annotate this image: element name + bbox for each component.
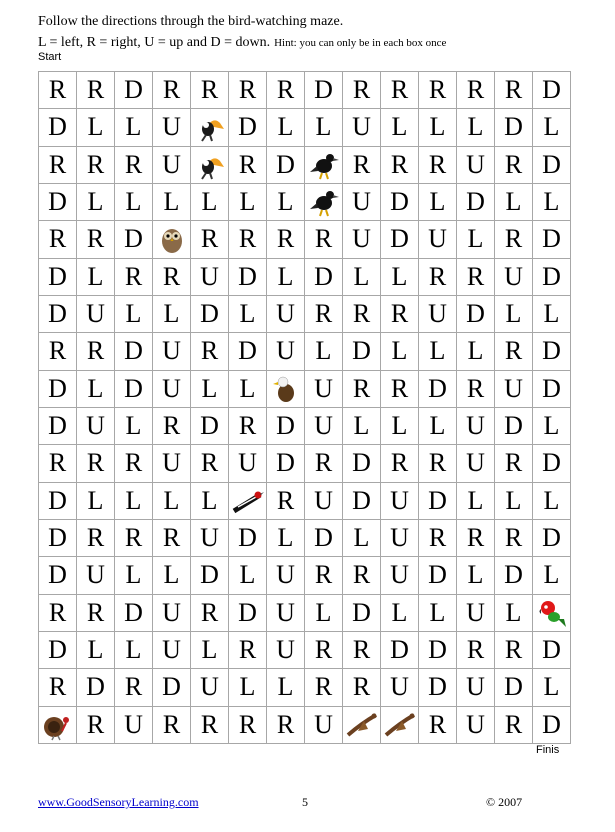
maze-cell: L <box>229 296 267 333</box>
maze-cell: L <box>533 408 571 445</box>
maze-cell: U <box>267 333 305 370</box>
maze-cell: L <box>229 371 267 408</box>
maze-cell: D <box>39 557 77 594</box>
maze-cell: U <box>267 557 305 594</box>
maze-cell: R <box>115 259 153 296</box>
turkey-icon <box>42 709 74 741</box>
maze-cell: D <box>305 520 343 557</box>
maze-cell: L <box>267 669 305 706</box>
maze-cell: L <box>381 333 419 370</box>
maze-cell: L <box>533 483 571 520</box>
maze-cell: R <box>495 333 533 370</box>
maze-cell: R <box>77 147 115 184</box>
maze-cell: R <box>495 632 533 669</box>
maze-cell: D <box>419 669 457 706</box>
maze-cell: L <box>495 296 533 333</box>
maze-cell: R <box>39 147 77 184</box>
maze-cell: L <box>115 483 153 520</box>
maze-cell: R <box>495 221 533 258</box>
maze-cell: D <box>229 259 267 296</box>
maze-cell-bird <box>305 184 343 221</box>
maze-cell: U <box>381 483 419 520</box>
hawk-icon <box>346 709 378 741</box>
maze-cell: R <box>229 72 267 109</box>
maze-cell: R <box>77 333 115 370</box>
maze-cell: D <box>343 483 381 520</box>
maze-cell: D <box>305 72 343 109</box>
maze-cell: U <box>381 520 419 557</box>
maze-cell: R <box>39 221 77 258</box>
maze-cell: L <box>343 408 381 445</box>
start-label: Start <box>38 51 62 63</box>
maze-cell: L <box>77 109 115 146</box>
maze-cell: U <box>153 147 191 184</box>
maze-cell: L <box>77 371 115 408</box>
maze-cell: D <box>39 408 77 445</box>
maze-cell: U <box>191 520 229 557</box>
toucan-icon <box>194 111 226 143</box>
maze-cell: R <box>457 72 495 109</box>
maze-cell: D <box>419 483 457 520</box>
maze-cell: L <box>533 184 571 221</box>
maze-cell: L <box>115 632 153 669</box>
maze-cell: R <box>343 632 381 669</box>
maze-cell: D <box>343 445 381 482</box>
maze-cell: L <box>229 184 267 221</box>
hawk-icon <box>384 709 416 741</box>
maze-cell: D <box>533 72 571 109</box>
maze-cell-bird <box>343 707 381 744</box>
maze-cell: U <box>229 445 267 482</box>
maze-cell: U <box>343 184 381 221</box>
maze-cell: D <box>39 109 77 146</box>
maze-cell: L <box>267 184 305 221</box>
maze-cell: L <box>191 371 229 408</box>
maze-cell: D <box>39 259 77 296</box>
maze-cell: L <box>191 483 229 520</box>
maze-rules <box>38 35 446 51</box>
maze-cell: R <box>77 72 115 109</box>
maze-cell: L <box>77 483 115 520</box>
maze-cell-bird <box>39 707 77 744</box>
maze-cell: R <box>153 72 191 109</box>
maze-cell: L <box>153 296 191 333</box>
toucan-icon <box>194 149 226 181</box>
maze-cell: L <box>381 109 419 146</box>
page-title: Follow the directions through the bird-watching maze. <box>38 14 344 29</box>
owl-icon <box>156 223 188 255</box>
maze-cell: R <box>267 707 305 744</box>
maze-cell: L <box>457 483 495 520</box>
maze-cell: L <box>381 595 419 632</box>
maze-cell: R <box>229 408 267 445</box>
maze-cell: U <box>305 707 343 744</box>
maze-cell: U <box>457 408 495 445</box>
maze-cell: R <box>267 72 305 109</box>
maze-cell: D <box>305 259 343 296</box>
eagle-icon <box>270 373 302 405</box>
maze-cell: R <box>381 445 419 482</box>
maze-cell: U <box>267 595 305 632</box>
maze-cell: L <box>533 669 571 706</box>
maze-cell: U <box>457 445 495 482</box>
maze-cell: R <box>343 296 381 333</box>
maze-cell: R <box>39 72 77 109</box>
maze-cell-bird <box>381 707 419 744</box>
maze-cell: U <box>419 296 457 333</box>
maze-cell: U <box>495 371 533 408</box>
maze-cell: D <box>495 109 533 146</box>
maze-cell: L <box>533 557 571 594</box>
maze-cell: D <box>533 445 571 482</box>
maze-cell: R <box>419 520 457 557</box>
maze-cell: L <box>419 333 457 370</box>
maze-cell: R <box>343 371 381 408</box>
maze-cell-bird <box>229 483 267 520</box>
maze-cell: R <box>267 483 305 520</box>
maze-cell: U <box>191 259 229 296</box>
maze-cell: D <box>77 669 115 706</box>
maze-cell-bird <box>153 221 191 258</box>
maze-cell: L <box>191 632 229 669</box>
maze-cell: R <box>305 557 343 594</box>
maze-cell: U <box>267 296 305 333</box>
page-number: 5 <box>302 795 308 809</box>
maze-cell: L <box>115 557 153 594</box>
maze-cell: R <box>229 147 267 184</box>
maze-cell: L <box>115 296 153 333</box>
maze-cell: L <box>153 557 191 594</box>
maze-cell: U <box>343 109 381 146</box>
parrot-icon <box>536 597 568 629</box>
maze-cell: D <box>267 408 305 445</box>
maze-cell: R <box>419 72 457 109</box>
maze-cell: U <box>305 371 343 408</box>
maze-cell: L <box>191 184 229 221</box>
maze-cell: D <box>115 72 153 109</box>
maze-cell: R <box>153 408 191 445</box>
maze-cell: R <box>381 371 419 408</box>
maze-cell: L <box>229 669 267 706</box>
maze-cell: R <box>191 333 229 370</box>
maze-cell: R <box>305 221 343 258</box>
maze-cell: R <box>381 296 419 333</box>
maze-cell: U <box>305 483 343 520</box>
maze-cell: R <box>381 72 419 109</box>
maze-cell: U <box>77 296 115 333</box>
maze-cell: R <box>77 595 115 632</box>
maze-cell: R <box>343 147 381 184</box>
website-link[interactable]: www.GoodSensoryLearning.com <box>38 795 199 809</box>
maze-cell: R <box>153 707 191 744</box>
maze-cell: R <box>191 445 229 482</box>
maze-cell: R <box>305 669 343 706</box>
maze-cell: D <box>115 595 153 632</box>
maze-cell: L <box>381 408 419 445</box>
maze-cell: R <box>77 221 115 258</box>
maze-cell: U <box>419 221 457 258</box>
maze-cell: D <box>533 259 571 296</box>
maze-cell: R <box>77 520 115 557</box>
maze-cell: U <box>343 221 381 258</box>
maze-cell: L <box>533 109 571 146</box>
maze-cell: U <box>153 371 191 408</box>
maze-cell: R <box>495 72 533 109</box>
maze-cell: D <box>267 445 305 482</box>
maze-cell: R <box>495 147 533 184</box>
maze-cell: R <box>115 445 153 482</box>
maze-cell: R <box>115 147 153 184</box>
maze-cell: R <box>115 669 153 706</box>
maze-cell: R <box>229 221 267 258</box>
maze-cell: D <box>39 483 77 520</box>
maze-cell-bird <box>267 371 305 408</box>
woodpecker-icon <box>232 485 264 517</box>
maze-cell: D <box>533 707 571 744</box>
maze-cell: R <box>419 707 457 744</box>
rules-text: L = left, R = right, U = up and D = down. <box>38 35 271 50</box>
maze-cell: L <box>305 333 343 370</box>
maze-cell: D <box>229 109 267 146</box>
maze-cell: L <box>153 483 191 520</box>
maze-cell-bird <box>305 147 343 184</box>
maze-cell: L <box>457 557 495 594</box>
maze-cell: L <box>419 184 457 221</box>
maze-cell: D <box>267 147 305 184</box>
maze-cell: L <box>419 109 457 146</box>
maze-cell: L <box>495 595 533 632</box>
maze-cell: D <box>39 296 77 333</box>
maze-cell: D <box>495 408 533 445</box>
maze-cell: L <box>229 557 267 594</box>
maze-cell: R <box>39 595 77 632</box>
maze-cell: R <box>39 445 77 482</box>
hint-text: Hint: you can only be in each box once <box>274 37 447 49</box>
maze-cell: D <box>381 184 419 221</box>
maze-cell: R <box>153 259 191 296</box>
maze-cell: L <box>533 296 571 333</box>
maze-cell-bird <box>191 147 229 184</box>
maze-cell: R <box>343 72 381 109</box>
maze-cell: U <box>77 408 115 445</box>
maze-cell: L <box>381 259 419 296</box>
maze-cell: R <box>305 296 343 333</box>
maze-cell: R <box>229 632 267 669</box>
maze-cell: R <box>343 669 381 706</box>
maze-cell: U <box>381 557 419 594</box>
maze-cell: D <box>229 333 267 370</box>
maze-cell: R <box>77 445 115 482</box>
maze-cell: R <box>495 520 533 557</box>
maze-cell: L <box>343 520 381 557</box>
maze-cell: D <box>495 557 533 594</box>
maze-cell: U <box>77 557 115 594</box>
maze-cell: L <box>495 184 533 221</box>
maze-cell: L <box>305 109 343 146</box>
maze-cell: L <box>77 632 115 669</box>
maze-cell: R <box>419 147 457 184</box>
maze-cell: R <box>305 445 343 482</box>
maze-cell: U <box>305 408 343 445</box>
maze-cell: D <box>419 557 457 594</box>
maze-cell: L <box>495 483 533 520</box>
maze-grid <box>38 71 571 744</box>
maze-cell: D <box>533 632 571 669</box>
maze-cell: L <box>419 408 457 445</box>
maze-cell: D <box>495 669 533 706</box>
maze-cell: R <box>495 707 533 744</box>
maze-cell: U <box>457 595 495 632</box>
maze-cell: D <box>533 147 571 184</box>
maze-cell: U <box>153 595 191 632</box>
maze-cell: D <box>39 520 77 557</box>
maze-cell: L <box>115 408 153 445</box>
maze-cell: D <box>191 408 229 445</box>
maze-cell: L <box>267 259 305 296</box>
maze-cell: U <box>381 669 419 706</box>
maze-cell: U <box>267 632 305 669</box>
maze-cell: L <box>115 109 153 146</box>
finish-label: Finis <box>536 744 560 756</box>
maze-cell: D <box>229 595 267 632</box>
maze-cell: D <box>115 371 153 408</box>
maze-cell: R <box>457 520 495 557</box>
maze-cell: D <box>419 371 457 408</box>
maze-cell: U <box>153 632 191 669</box>
maze-cell: R <box>343 557 381 594</box>
maze-cell: D <box>343 333 381 370</box>
maze-cell: U <box>495 259 533 296</box>
maze-cell: L <box>305 595 343 632</box>
maze-cell: U <box>153 445 191 482</box>
maze-cell: D <box>39 371 77 408</box>
maze-cell: D <box>115 221 153 258</box>
maze-cell: D <box>343 595 381 632</box>
maze-cell: R <box>381 147 419 184</box>
maze-cell: D <box>533 333 571 370</box>
maze-cell: D <box>381 632 419 669</box>
maze-cell: L <box>77 184 115 221</box>
maze-cell: L <box>77 259 115 296</box>
maze-cell-bird <box>533 595 571 632</box>
maze-cell: R <box>191 72 229 109</box>
maze-cell: D <box>39 632 77 669</box>
maze-cell: D <box>229 520 267 557</box>
maze-cell: R <box>495 445 533 482</box>
maze-cell: D <box>381 221 419 258</box>
maze-cell: D <box>191 296 229 333</box>
maze-cell: R <box>39 669 77 706</box>
copyright-text: © 2007 <box>486 795 523 809</box>
maze-cell: L <box>115 184 153 221</box>
maze-cell: R <box>115 520 153 557</box>
crow-icon <box>308 149 340 181</box>
maze-cell: D <box>533 221 571 258</box>
maze-cell: L <box>457 333 495 370</box>
maze-cell: L <box>343 259 381 296</box>
maze-cell: U <box>457 669 495 706</box>
maze-cell: U <box>153 333 191 370</box>
maze-cell: D <box>457 296 495 333</box>
maze-cell: R <box>457 259 495 296</box>
maze-cell: D <box>39 184 77 221</box>
maze-cell: R <box>419 445 457 482</box>
maze-cell: R <box>191 221 229 258</box>
maze-cell: R <box>191 707 229 744</box>
maze-cell: U <box>457 147 495 184</box>
maze-cell: D <box>115 333 153 370</box>
maze-cell: R <box>229 707 267 744</box>
maze-cell: D <box>533 520 571 557</box>
maze-cell: R <box>457 371 495 408</box>
maze-cell: L <box>267 109 305 146</box>
maze-cell: L <box>457 109 495 146</box>
maze-cell: D <box>533 371 571 408</box>
maze-cell: R <box>153 520 191 557</box>
maze-cell: U <box>457 707 495 744</box>
maze-cell: R <box>419 259 457 296</box>
maze-cell: L <box>153 184 191 221</box>
maze-cell: D <box>419 632 457 669</box>
maze-cell: U <box>115 707 153 744</box>
maze-cell-bird <box>191 109 229 146</box>
maze-cell: R <box>39 333 77 370</box>
crow-icon <box>308 186 340 218</box>
maze-cell: L <box>457 221 495 258</box>
maze-cell: R <box>267 221 305 258</box>
maze-cell: U <box>191 669 229 706</box>
maze-cell: R <box>77 707 115 744</box>
maze-cell: D <box>457 184 495 221</box>
maze-cell: R <box>305 632 343 669</box>
maze-cell: U <box>153 109 191 146</box>
maze-cell: L <box>419 595 457 632</box>
maze-cell: D <box>153 669 191 706</box>
maze-cell: L <box>267 520 305 557</box>
maze-cell: R <box>457 632 495 669</box>
maze-cell: R <box>191 595 229 632</box>
maze-cell: D <box>191 557 229 594</box>
